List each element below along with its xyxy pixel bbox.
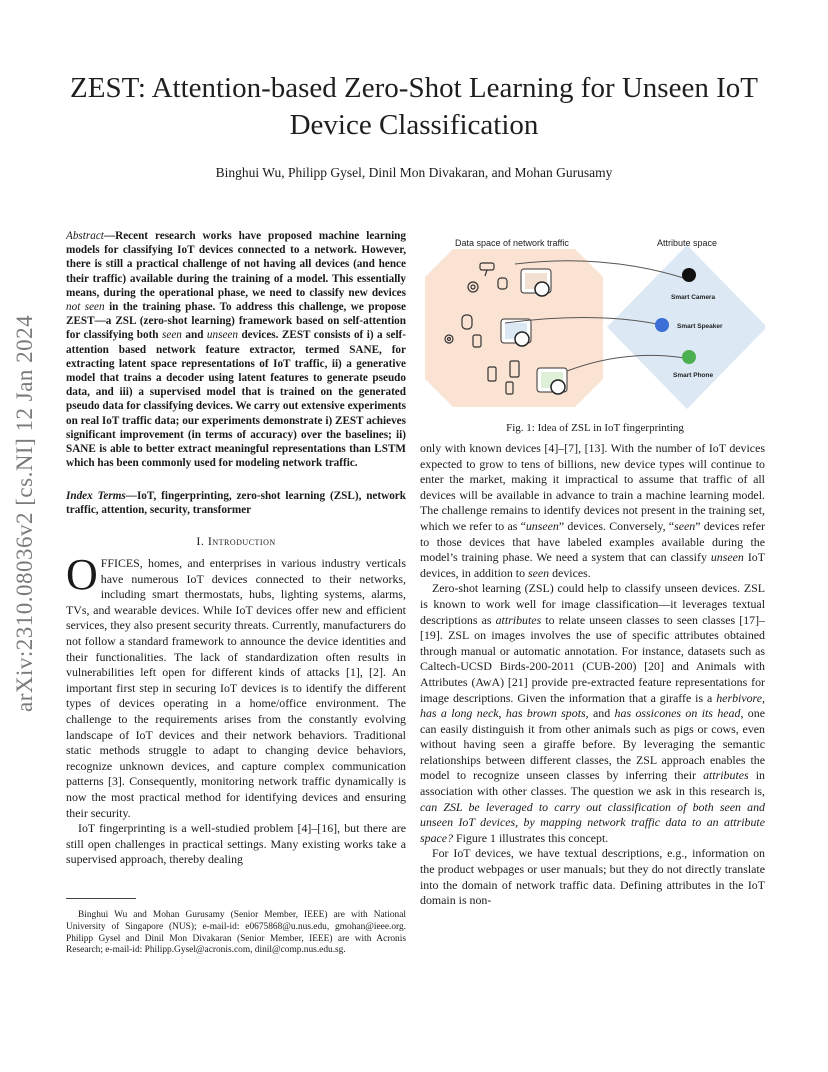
- body-emphasis: attributes: [495, 612, 542, 627]
- body-emphasis: can ZSL be leveraged to carry out classification of both seen and unseen IoT devices, by mapping network traffic data to an attribute space?: [420, 799, 765, 845]
- right-paragraph: For IoT devices, we have textual descriptions, e.g., information on the product webpages or user manuals; but they do not directly translate into the domain of network traffic data. Defining attributes in the IoT domain is non-: [420, 846, 765, 908]
- introduction-body: [66, 550, 406, 868]
- body-text: ” devices. Conversely, “: [558, 518, 675, 533]
- index-terms: [66, 489, 406, 517]
- index-terms-text: —IoT, fingerprinting, zero-shot learning (ZSL), network traffic, attention, security, transformer: [66, 490, 406, 517]
- right-paragraph: [420, 581, 765, 846]
- intro-text: FFICES, homes, and enterprises in various industry verticals have numerous IoT devices connected to their networks, including smart thermostats, hubs, lighting systems, alarms, TVs, and wearable devices. While IoT devices offer new and efficient services, they also present security threats. Currently, manufacturers do not follow a standard framework to announce the device identities and their functionalities. The lack of standardization often results in vulnerabilities left open for different kinds of attacks [1], [2]. An important first step in securing IoT devices is to identify the different types of devices operating in a home/office environment. The challenge to the requirements arises from the constantly evolving landscape of IoT devices and their network behaviors. Traditional static methods struggle to adapt to changing device behaviors, recognize unknown devices, and capture complex communication patterns [3]. Consequently, monitoring network traffic dynamically is now the most practical method for identifying devices and ensuring their security.: [66, 556, 406, 820]
- body-emphasis: has brown spots: [505, 706, 586, 721]
- footnote-divider: [66, 898, 136, 899]
- abstract-emphasis: unseen: [206, 329, 238, 342]
- abstract: [66, 229, 406, 470]
- attribute-point-phone: [682, 350, 696, 364]
- body-emphasis: herbivore: [716, 690, 763, 705]
- body-text: devices.: [549, 565, 591, 580]
- traffic-analysis-icon: [521, 269, 551, 296]
- intro-paragraph: IoT fingerprinting is a well-studied problem [4]–[16], but there are still open challenges in practical settings. Many existing works take a supervised approach, thereby dealing: [66, 821, 406, 867]
- attribute-label-camera: Smart Camera: [671, 294, 716, 301]
- abstract-text: and: [181, 329, 207, 342]
- traffic-analysis-icon: [537, 368, 567, 394]
- data-space-label: Data space of network traffic: [455, 238, 569, 248]
- paper-title: ZEST: Attention-based Zero-Shot Learning for Unseen IoT Device Classification: [70, 72, 758, 141]
- arxiv-identifier: arXiv:2310.08036v2 [cs.NI] 12 Jan 2024: [12, 314, 37, 712]
- body-text: Zero-shot learning (ZSL) could help to classify unseen devices. ZSL is known to work well for image classification—it leverages textual descriptions as: [420, 581, 765, 627]
- abstract-text: —Recent research works have proposed machine learning models for classifying IoT devices connected to a network. However, there is still a practical challenge of not having all devices (and hence their traffic) available during the training of a model. This essentially means, during the operational phase, we need to classify new devices: [66, 230, 406, 299]
- body-emphasis: seen: [674, 518, 696, 533]
- body-text: , and: [585, 706, 615, 721]
- figure-zsl-diagram: [425, 231, 765, 419]
- section-title: Introduction: [207, 534, 276, 548]
- body-text: IoT devices, in addition to: [420, 550, 765, 580]
- section-number: I.: [196, 534, 205, 548]
- body-text: in association with other classes. The question we ask in this research is,: [420, 768, 765, 799]
- abstract-text: in the training phase. To address this challenge, we propose ZEST—a ZSL (zero-shot learning) framework based on self-attention for classifying both: [66, 301, 406, 342]
- body-text: ” devices refer to those devices that have labeled examples available during the model’s training phase. We need a system that can classify: [420, 518, 766, 565]
- drop-cap: O: [66, 550, 98, 599]
- figure-caption: Fig. 1: Idea of ZSL in IoT fingerprinting: [506, 422, 684, 434]
- section-heading: [66, 534, 406, 549]
- index-terms-label: Index Terms: [66, 490, 126, 502]
- abstract-emphasis: not seen: [66, 301, 105, 314]
- abstract-text: devices. ZEST consists of i) a self-attention based network feature extractor, termed SANE, for extracting latent space representations of IoT traffic, ii) a generative model that trains a decoder using latent features to generate pseudo data, and iii) a supervised model that is trained on the generated pseudo data for classifying devices. We carry out extensive experiments on real IoT traffic data; our experiments demonstrate i) ZEST achieves significant improvement (in terms of accuracy) over the baselines; ii) SANE is able to better extract meaningful representations than LSTM which has been commonly used for modeling network traffic.: [66, 329, 406, 470]
- body-text: Figure 1 illustrates this concept.: [453, 830, 609, 845]
- right-paragraph: [420, 441, 765, 581]
- body-emphasis: unseen: [525, 518, 559, 533]
- right-column-body: [420, 441, 765, 909]
- attribute-point-speaker: [655, 318, 669, 332]
- body-emphasis: has ossicones on its head: [614, 706, 741, 721]
- body-text: only with known devices [4]–[7], [13]. With the number of IoT devices expected to grow to tens of billions, new device types will continue to enter the market, making it impractical to assume that traffic of all devices will be available in advance to train a machine learning model. The challenge remains to identify devices not present in the training set, which we refer to as “: [420, 441, 765, 533]
- body-text: ,: [762, 690, 765, 705]
- body-text: ,: [498, 706, 506, 721]
- body-emphasis: has a long neck: [420, 706, 499, 721]
- body-emphasis: seen: [528, 565, 550, 580]
- attribute-label-speaker: Smart Speaker: [677, 323, 723, 330]
- abstract-emphasis: seen: [162, 329, 182, 342]
- attribute-label-phone: Smart Phone: [673, 372, 714, 379]
- abstract-label: Abstract: [66, 230, 104, 242]
- body-emphasis: unseen: [710, 550, 744, 565]
- body-emphasis: attributes: [703, 768, 749, 783]
- intro-paragraph: [66, 550, 406, 821]
- attribute-space-label: Attribute space: [657, 238, 718, 248]
- paper-authors: Binghui Wu, Philipp Gysel, Dinil Mon Divakaran, and Mohan Gurusamy: [215, 165, 613, 180]
- body-text: to relate unseen classes to seen classes [17]–[19]. ZSL on images involves the use of specific attributes obtained through manual or automatic annotation. For instance, datasets such as Caltech-UCSD Birds-200-2011 (CUB-200) [20] and Animals with Attributes (AwA) [21] provide pre-extracted feature representations for image descriptions. Given the information that a giraffe is a: [420, 612, 765, 705]
- author-footnote: Binghui Wu and Mohan Gurusamy (Senior Member, IEEE) are with National University of Singapore (NUS); e-mail-id: e0675868@u.nus.edu, gmohan@ieee.org. Philipp Gysel and Dinil Mon Divakaran (Senior Member, IEEE) are with Acronis Research; e-mail-id: Philipp.Gysel@acronis.com, dinil@comp.nus.edu.sg.: [66, 910, 406, 956]
- attribute-point-camera: [682, 268, 696, 282]
- body-text: , one can easily distinguish it from other animals such as pigs or cows, even without having seen a giraffe before. By leveraging the semantic relationships between different classes, the ZSL approach enables the model to recognize unseen classes by inferring their: [420, 706, 765, 783]
